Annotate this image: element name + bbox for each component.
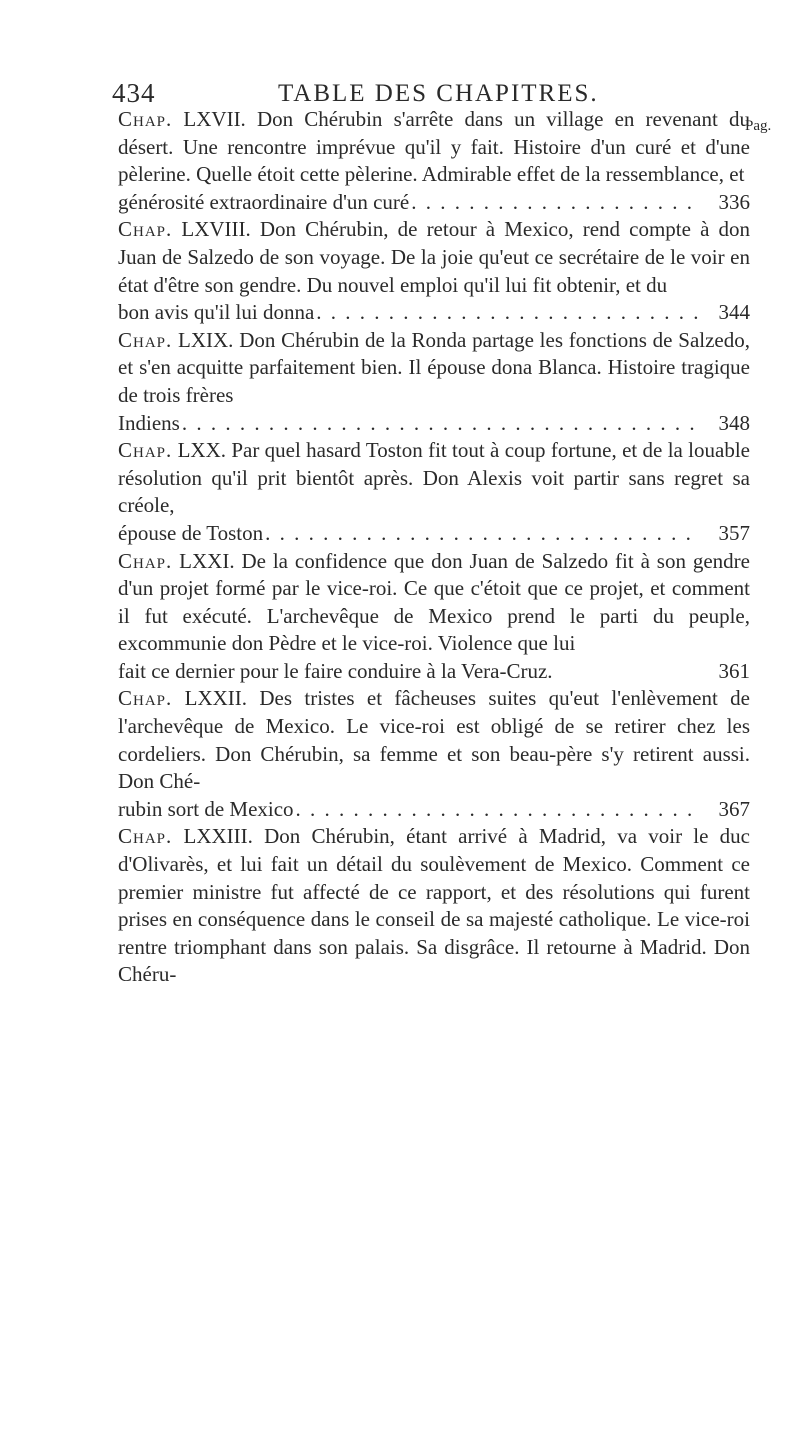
entry-page-number: 357 — [718, 520, 750, 545]
entry-text-last-line: fait ce dernier pour le faire conduire à la Vera-Cruz. — [118, 658, 553, 683]
chapter-label: Chap. — [118, 548, 173, 573]
toc-entry — [118, 327, 750, 437]
dot-leader — [296, 796, 700, 824]
entry-page-number: 361 — [718, 658, 750, 683]
entry-text-last-line: Indiens — [118, 410, 180, 435]
pag-label: Pag. — [745, 118, 772, 134]
entry-page-number: 367 — [718, 796, 750, 821]
entry-text: LXXII. Des tristes et fâcheuses suites qu'eut l'enlèvement de l'archevêque de Mexico. Le vice-roi est obligé de se retirer chez les cordeliers. Don Chérubin, sa femme et son beau-père s'y retirent aussi. Don Ché- — [118, 686, 750, 794]
page-number: 434 — [112, 78, 156, 108]
entry-page-number: 336 — [718, 189, 750, 214]
toc-entry — [118, 823, 750, 989]
entry-text-last-line: générosité extraordinaire d'un curé — [118, 189, 410, 214]
toc-entry — [118, 106, 750, 216]
entry-text: LXXIII. Don Chérubin, étant arrivé à Madrid, va voir le duc d'Olivarès, et lui fait un détail du soulèvement de Mexico. Comment ce premier ministre fut affecté de ce rapport, et des résolutions qui furent prises en conséquence dans le conseil de sa majesté catholique. Le vice-roi rentre triomphant dans son palais. Sa disgrâce. Il retourne à Madrid. Don Chéru- — [118, 824, 750, 987]
running-head: TABLE DES CHAPITRES. — [278, 80, 599, 107]
chapter-label: Chap. — [118, 327, 173, 352]
entry-text-last-line: épouse de Toston — [118, 520, 264, 545]
entry-text: LXVIII. Don Chérubin, de retour à Mexico, rend compte à don Juan de Salzedo de son voyage. De la joie qu'eut ce secrétaire de le voir en état d'être son gendre. Du nouvel emploi qu'il lui fit obtenir, et du — [118, 217, 750, 297]
table-of-contents — [118, 106, 750, 989]
chapter-label: Chap. — [118, 686, 173, 711]
dot-leader — [182, 410, 700, 438]
dot-leader — [411, 189, 700, 217]
entry-text: LXIX. Don Chérubin de la Ronda partage les fonctions de Salzedo, et s'en acquitte parfaitement bien. Il épouse dona Blanca. Histoire tragique de trois frères — [118, 327, 750, 407]
entry-text: LXXI. De la confidence que don Juan de Salzedo fit à son gendre d'un projet formé par le vice-roi. Ce que c'étoit que ce projet, et comment il fut exécuté. L'archevêque de Mexico prend le parti du peuple, excommunie don Pèdre et le vice-roi. Violence que lui — [118, 548, 750, 656]
chapter-label: Chap. — [118, 217, 173, 242]
entry-page-number: 344 — [718, 300, 750, 325]
chapter-label: Chap. — [118, 107, 173, 131]
entry-text: LXVII. Don Chérubin s'arrête dans un village en revenant du désert. Une rencontre imprévue qu'il y fait. Histoire d'un curé et d'une pèlerine. Quelle étoit cette pèlerine. Admirable effet de la ressemblance, et — [118, 107, 750, 187]
toc-entry — [118, 216, 750, 326]
entry-text: LXX. Par quel hasard Toston fit tout à coup fortune, et de la louable résolution qu'il prit bientôt après. Don Alexis voit partir sans regret sa créole, — [118, 438, 750, 518]
chapter-label: Chap. — [118, 438, 173, 463]
entry-page-number: 348 — [718, 410, 750, 435]
dot-leader — [316, 299, 700, 327]
entry-text-last-line: rubin sort de Mexico — [118, 796, 294, 821]
dot-leader — [265, 520, 700, 548]
chapter-label: Chap. — [118, 824, 173, 849]
toc-entry — [118, 437, 750, 547]
toc-entry — [118, 548, 750, 686]
toc-entry — [118, 685, 750, 823]
entry-text-last-line: bon avis qu'il lui donna — [118, 300, 315, 325]
